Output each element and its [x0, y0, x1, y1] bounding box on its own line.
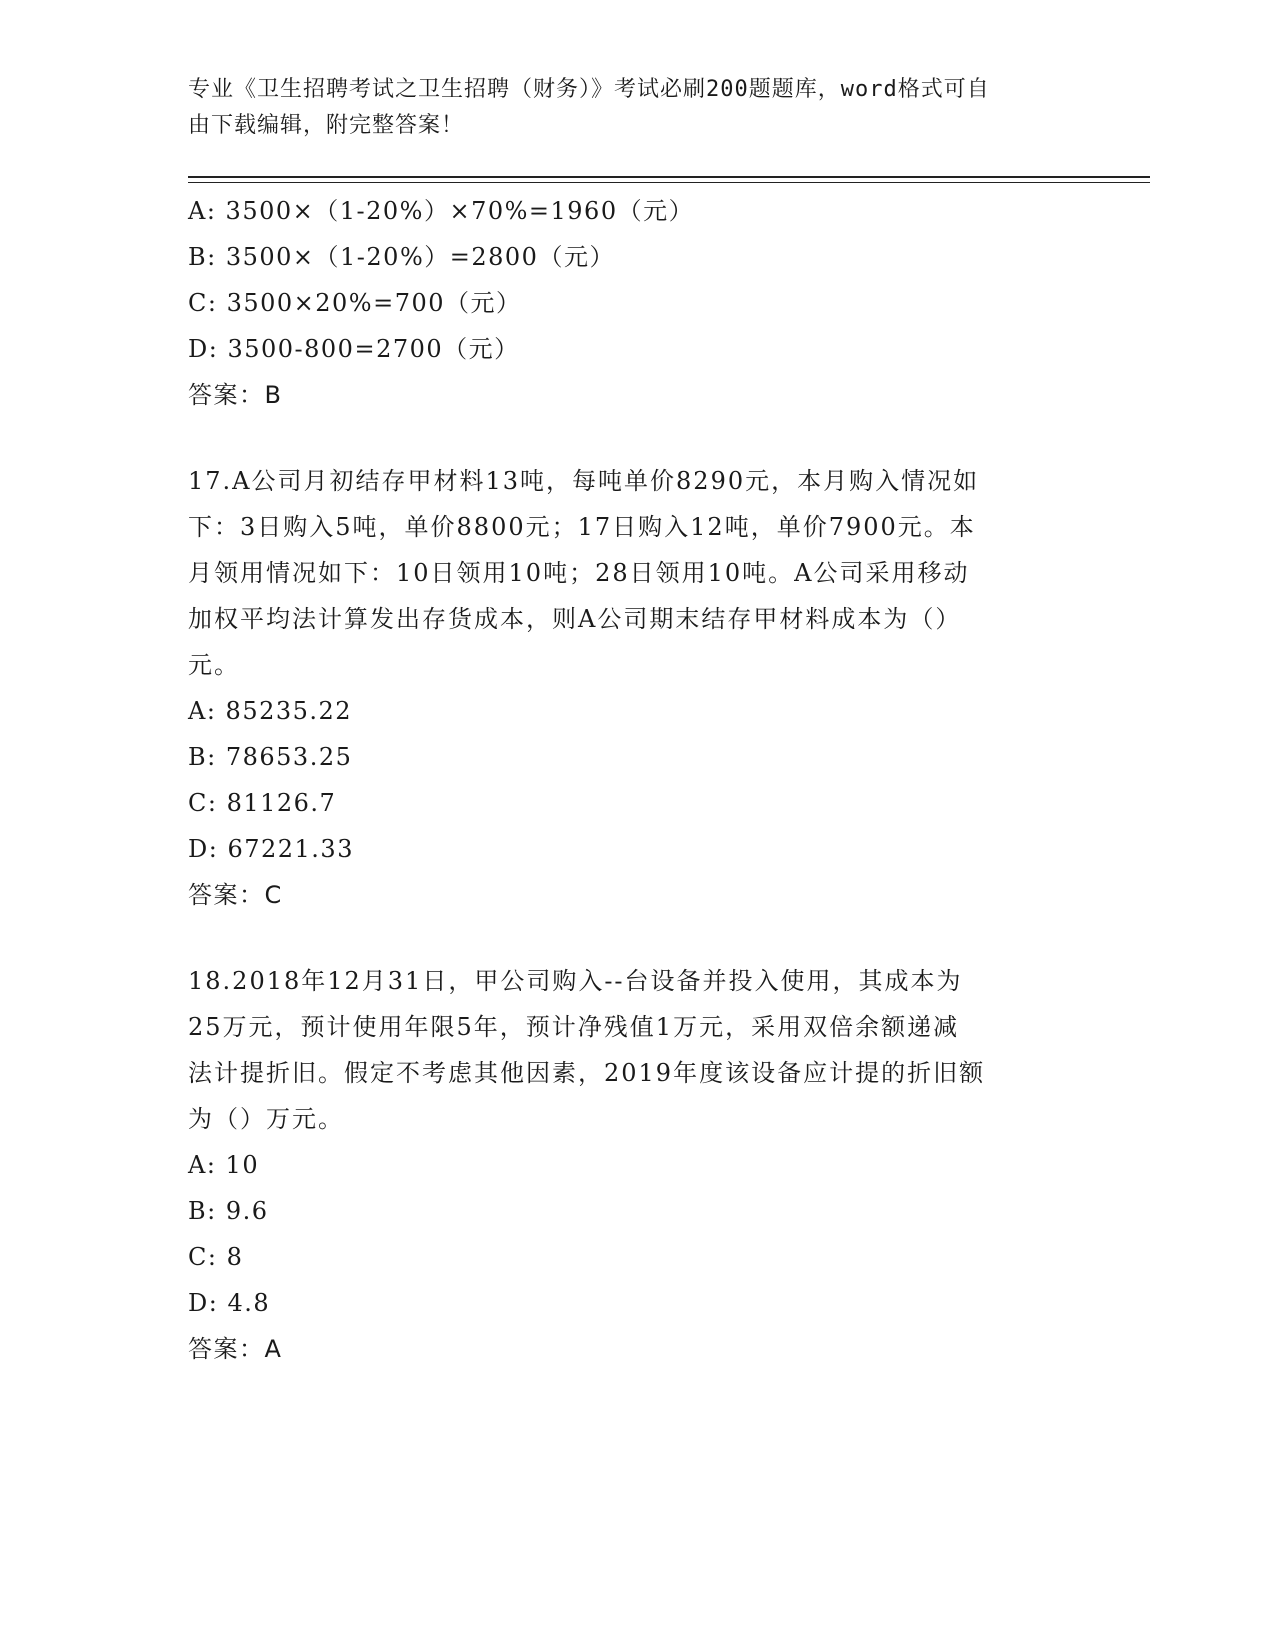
header-line-2: 由下载编辑，附完整答案！	[188, 113, 465, 138]
stem-line: 18.2018年12月31日，甲公司购入--台设备并投入使用，其成本为	[188, 967, 963, 995]
option-d: D: 4.8	[188, 1289, 271, 1317]
header-line-1: 专业《卫生招聘考试之卫生招聘（财务）》考试必刷200题题库，word格式可自	[188, 77, 990, 102]
stem-line: 25万元，预计使用年限5年，预计净残值1万元，采用双倍余额递减	[188, 1013, 960, 1041]
answer: 答案：B	[188, 381, 283, 409]
option-b: B: 9.6	[188, 1197, 269, 1225]
question-stem	[188, 458, 1068, 688]
option-c: C: 3500×20%=700（元）	[188, 289, 522, 317]
header-divider-thin	[188, 182, 1150, 183]
option-a: A: 3500×（1-20%）×70%=1960（元）	[188, 197, 695, 225]
option-d: D: 3500-800=2700（元）	[188, 335, 520, 363]
question-stem	[188, 958, 1068, 1142]
stem-line: 17.A公司月初结存甲材料13吨，每吨单价8290元，本月购入情况如	[188, 467, 980, 495]
stem-line: 法计提折旧。假定不考虑其他因素，2019年度该设备应计提的折旧额	[188, 1059, 986, 1087]
question-16	[188, 188, 1068, 418]
question-17	[188, 458, 1068, 918]
stem-line: 下：3日购入5吨，单价8800元；17日购入12吨，单价7900元。本	[188, 513, 976, 541]
option-d: D: 67221.33	[188, 835, 354, 863]
option-b: B: 78653.25	[188, 743, 353, 771]
stem-line: 元。	[188, 651, 240, 679]
option-b: B: 3500×（1-20%）=2800（元）	[188, 243, 615, 271]
stem-line: 为（）万元。	[188, 1105, 344, 1133]
question-18	[188, 958, 1068, 1372]
option-c: C: 81126.7	[188, 789, 337, 817]
document-header	[188, 72, 1068, 144]
question-list	[188, 188, 1068, 1372]
option-a: A: 10	[188, 1151, 260, 1179]
header-divider-thick	[188, 176, 1150, 178]
answer: 答案：C	[188, 881, 283, 909]
option-a: A: 85235.22	[188, 697, 353, 725]
stem-line: 加权平均法计算发出存货成本，则A公司期末结存甲材料成本为（）	[188, 605, 962, 633]
option-c: C: 8	[188, 1243, 244, 1271]
stem-line: 月领用情况如下：10日领用10吨；28日领用10吨。A公司采用移动	[188, 559, 970, 587]
answer: 答案：A	[188, 1335, 283, 1363]
